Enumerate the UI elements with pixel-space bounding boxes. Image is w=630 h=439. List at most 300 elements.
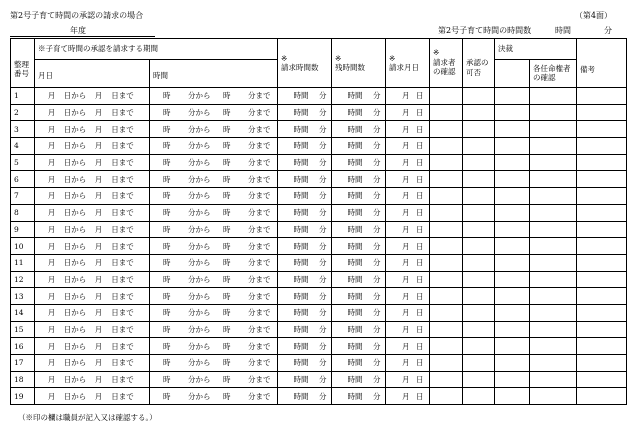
minutes-text: 分 (373, 291, 381, 301)
remaining-hours-cell[interactable] (332, 204, 386, 221)
serial-cell (11, 204, 35, 221)
time-cell[interactable] (150, 88, 278, 105)
time-cell[interactable] (150, 138, 278, 155)
requested-hours-cell[interactable] (278, 221, 332, 238)
appointer-confirm-cell[interactable] (530, 154, 577, 171)
decision-blank-cell[interactable] (495, 104, 530, 121)
requester-confirm-cell[interactable] (430, 104, 463, 121)
month-text: 月 (47, 391, 56, 401)
remaining-hours-cell[interactable] (332, 121, 386, 138)
minutes-text: 分 (319, 391, 327, 401)
remaining-hours-cell[interactable] (332, 238, 386, 255)
serial-cell (11, 171, 35, 188)
month-day-cell[interactable] (35, 204, 150, 221)
request-date-mark: ※ (389, 53, 396, 63)
request-date-cell[interactable] (386, 154, 430, 171)
month-text: 月 (47, 208, 56, 218)
day-text: 日 (416, 141, 424, 151)
decision-blank-cell[interactable] (495, 355, 530, 372)
month-text: 月 (94, 108, 103, 118)
request-table (10, 38, 627, 405)
minutes-text: 分 (319, 141, 327, 151)
requested-hours-cell[interactable] (278, 271, 332, 288)
minutes-text: 分 (373, 208, 381, 218)
table-row (11, 154, 627, 171)
decision-blank-cell[interactable] (495, 138, 530, 155)
minute-to-text: 分まで (248, 91, 271, 101)
requested-hours-cell[interactable] (278, 321, 332, 338)
remarks-cell[interactable] (577, 88, 627, 105)
time-cell[interactable] (150, 355, 278, 372)
hour-text: 時 (223, 91, 231, 101)
hour-text: 時 (163, 258, 171, 268)
hours-text: 時間 (293, 341, 309, 351)
decision-blank-cell[interactable] (495, 204, 530, 221)
approval-text: 承認の可否 (466, 58, 489, 77)
minute-from-text: 分から (188, 141, 211, 151)
serial-number: 14 (14, 308, 24, 318)
approval-cell[interactable] (463, 338, 495, 355)
month-day-cell[interactable] (35, 138, 150, 155)
request-date-cell[interactable] (386, 138, 430, 155)
month-text: 月 (402, 108, 410, 118)
approval-cell[interactable] (463, 188, 495, 205)
request-date-cell[interactable] (386, 321, 430, 338)
remarks-cell[interactable] (577, 355, 627, 372)
minutes-text: 分 (373, 224, 381, 234)
request-date-cell[interactable] (386, 171, 430, 188)
time-cell[interactable] (150, 238, 278, 255)
month-day-cell[interactable] (35, 338, 150, 355)
remaining-hours-cell[interactable] (332, 154, 386, 171)
minute-from-text: 分から (188, 308, 211, 318)
day-from-text: 日から (63, 208, 87, 218)
month-day-cell[interactable] (35, 388, 150, 405)
appointer-confirm-cell[interactable] (530, 104, 577, 121)
remarks-cell[interactable] (577, 321, 627, 338)
month-text: 月 (47, 174, 56, 184)
appointer-confirm-cell[interactable] (530, 238, 577, 255)
remarks-cell[interactable] (577, 171, 627, 188)
decision-group-header (495, 39, 577, 60)
request-date-cell[interactable] (386, 338, 430, 355)
request-date-cell[interactable] (386, 238, 430, 255)
minute-from-text: 分から (188, 208, 211, 218)
decision-blank-cell[interactable] (495, 371, 530, 388)
month-text: 月 (402, 241, 410, 251)
remarks-cell[interactable] (577, 388, 627, 405)
approval-cell[interactable] (463, 371, 495, 388)
approval-cell[interactable] (463, 288, 495, 305)
minutes-text: 分 (319, 358, 327, 368)
decision-blank-cell[interactable] (495, 154, 530, 171)
minutes-text: 分 (319, 191, 327, 201)
requested-hours-cell[interactable] (278, 238, 332, 255)
time-cell[interactable] (150, 188, 278, 205)
appointer-confirm-cell[interactable] (530, 371, 577, 388)
table-row (11, 204, 627, 221)
minutes-text: 分 (373, 375, 381, 385)
serial-cell (11, 254, 35, 271)
requester-confirm-header (430, 39, 463, 88)
month-day-cell[interactable] (35, 371, 150, 388)
requested-hours-cell[interactable] (278, 188, 332, 205)
serial-number: 8 (14, 208, 19, 218)
requested-hours-cell[interactable] (278, 121, 332, 138)
requester-confirm-cell[interactable] (430, 171, 463, 188)
month-text: 月 (47, 124, 56, 134)
remaining-hours-cell[interactable] (332, 371, 386, 388)
time-header (150, 60, 278, 88)
period-group-header (35, 39, 278, 60)
remarks-cell[interactable] (577, 138, 627, 155)
hours-text: 時間 (293, 241, 309, 251)
month-day-cell[interactable] (35, 254, 150, 271)
hour-text: 時 (163, 341, 171, 351)
hour-text: 時 (163, 141, 171, 151)
minute-to-text: 分まで (248, 324, 271, 334)
requested-hours-cell[interactable] (278, 171, 332, 188)
requester-confirm-cell[interactable] (430, 338, 463, 355)
request-date-cell[interactable] (386, 304, 430, 321)
month-text: 月 (402, 291, 410, 301)
remarks-cell[interactable] (577, 288, 627, 305)
approval-cell[interactable] (463, 388, 495, 405)
day-to-text: 日まで (111, 341, 134, 351)
time-cell[interactable] (150, 171, 278, 188)
month-day-cell[interactable] (35, 271, 150, 288)
requested-hours-cell[interactable] (278, 88, 332, 105)
month-text: 月 (94, 358, 103, 368)
remarks-cell[interactable] (577, 304, 627, 321)
month-text: 月 (402, 258, 410, 268)
hour-text: 時 (223, 191, 231, 201)
approval-cell[interactable] (463, 138, 495, 155)
month-text: 月 (47, 375, 56, 385)
remaining-hours-cell[interactable] (332, 388, 386, 405)
remarks-cell[interactable] (577, 271, 627, 288)
remaining-hours-cell[interactable] (332, 288, 386, 305)
requester-confirm-cell[interactable] (430, 204, 463, 221)
remaining-hours-cell[interactable] (332, 171, 386, 188)
decision-blank-cell[interactable] (495, 88, 530, 105)
request-date-cell[interactable] (386, 104, 430, 121)
requester-confirm-cell[interactable] (430, 321, 463, 338)
hour-text: 時 (163, 208, 171, 218)
request-date-cell[interactable] (386, 271, 430, 288)
request-date-cell[interactable] (386, 221, 430, 238)
month-text: 月 (94, 308, 103, 318)
month-day-cell[interactable] (35, 355, 150, 372)
day-to-text: 日まで (111, 158, 134, 168)
appointer-confirm-cell[interactable] (530, 304, 577, 321)
appointer-confirm-cell[interactable] (530, 271, 577, 288)
decision-blank-cell[interactable] (495, 238, 530, 255)
requester-confirm-cell[interactable] (430, 138, 463, 155)
hours-text: 時間 (347, 108, 363, 118)
month-day-cell[interactable] (35, 104, 150, 121)
month-day-cell[interactable] (35, 321, 150, 338)
requester-confirm-cell[interactable] (430, 221, 463, 238)
remarks-cell[interactable] (577, 188, 627, 205)
month-text: 月 (94, 375, 103, 385)
decision-blank-cell[interactable] (495, 188, 530, 205)
month-text: 月 (94, 174, 103, 184)
hour-text: 時 (223, 358, 231, 368)
minute-from-text: 分から (188, 124, 211, 134)
minutes-text: 分 (319, 108, 327, 118)
remarks-cell[interactable] (577, 371, 627, 388)
requester-confirm-cell[interactable] (430, 121, 463, 138)
requester-confirm-cell[interactable] (430, 304, 463, 321)
time-cell[interactable] (150, 254, 278, 271)
hours-text: 時間 (293, 174, 309, 184)
month-day-cell[interactable] (35, 188, 150, 205)
approval-cell[interactable] (463, 121, 495, 138)
serial-number: 9 (14, 224, 19, 234)
remaining-hours-cell[interactable] (332, 271, 386, 288)
day-from-text: 日から (63, 274, 87, 284)
day-text: 日 (416, 224, 424, 234)
requester-confirm-cell[interactable] (430, 288, 463, 305)
time-cell[interactable] (150, 221, 278, 238)
requested-hours-cell[interactable] (278, 138, 332, 155)
request-date-cell[interactable] (386, 355, 430, 372)
hours-text: 時間 (293, 324, 309, 334)
day-to-text: 日まで (111, 324, 134, 334)
month-text: 月 (402, 191, 410, 201)
requested-hours-cell[interactable] (278, 338, 332, 355)
appointer-confirm-cell[interactable] (530, 388, 577, 405)
month-day-cell[interactable] (35, 288, 150, 305)
time-cell[interactable] (150, 121, 278, 138)
approval-cell[interactable] (463, 154, 495, 171)
approval-cell[interactable] (463, 321, 495, 338)
appointer-confirm-cell[interactable] (530, 121, 577, 138)
appointer-confirm-cell[interactable] (530, 221, 577, 238)
hours-text: 時間 (347, 208, 363, 218)
approval-cell[interactable] (463, 88, 495, 105)
hour-text: 時 (223, 124, 231, 134)
day-to-text: 日まで (111, 375, 134, 385)
remaining-hours-cell[interactable] (332, 254, 386, 271)
remaining-hours-cell[interactable] (332, 88, 386, 105)
minutes-text: 分 (373, 391, 381, 401)
serial-number: 11 (14, 258, 24, 268)
request-date-cell[interactable] (386, 388, 430, 405)
decision-blank-header (495, 60, 530, 88)
serial-cell (11, 371, 35, 388)
request-date-cell[interactable] (386, 371, 430, 388)
remarks-cell[interactable] (577, 338, 627, 355)
time-cell[interactable] (150, 371, 278, 388)
month-day-text: 月日 (38, 70, 53, 80)
decision-blank-cell[interactable] (495, 304, 530, 321)
appointer-confirm-cell[interactable] (530, 321, 577, 338)
requested-hours-cell[interactable] (278, 104, 332, 121)
serial-number: 4 (14, 141, 19, 151)
decision-blank-cell[interactable] (495, 288, 530, 305)
requested-hours-cell[interactable] (278, 288, 332, 305)
time-cell[interactable] (150, 338, 278, 355)
remaining-hours-cell[interactable] (332, 104, 386, 121)
minute-to-text: 分まで (248, 174, 271, 184)
table-row (11, 121, 627, 138)
approval-cell[interactable] (463, 254, 495, 271)
time-cell[interactable] (150, 304, 278, 321)
approval-cell[interactable] (463, 271, 495, 288)
request-date-cell[interactable] (386, 88, 430, 105)
requested-hours-cell[interactable] (278, 388, 332, 405)
minute-to-text: 分まで (248, 191, 271, 201)
time-cell[interactable] (150, 104, 278, 121)
hours-text: 時間 (347, 308, 363, 318)
hours-text: 時間 (293, 208, 309, 218)
requester-confirm-cell[interactable] (430, 271, 463, 288)
month-text: 月 (94, 324, 103, 334)
requester-confirm-cell[interactable] (430, 254, 463, 271)
minute-to-text: 分まで (248, 291, 271, 301)
requested-hours-cell[interactable] (278, 355, 332, 372)
decision-blank-cell[interactable] (495, 388, 530, 405)
month-day-cell[interactable] (35, 238, 150, 255)
appointer-confirm-cell[interactable] (530, 288, 577, 305)
request-date-cell[interactable] (386, 204, 430, 221)
appointer-confirm-cell[interactable] (530, 188, 577, 205)
month-text: 月 (402, 224, 410, 234)
serial-cell (11, 271, 35, 288)
remarks-cell[interactable] (577, 238, 627, 255)
time-cell[interactable] (150, 271, 278, 288)
time-cell[interactable] (150, 204, 278, 221)
month-day-cell[interactable] (35, 221, 150, 238)
day-from-text: 日から (63, 391, 87, 401)
requested-hours-header (278, 39, 332, 88)
month-day-cell[interactable] (35, 154, 150, 171)
remaining-hours-cell[interactable] (332, 138, 386, 155)
table-row (11, 371, 627, 388)
decision-blank-cell[interactable] (495, 121, 530, 138)
remarks-cell[interactable] (577, 204, 627, 221)
total-hours-label: 第2号子育て時間の時間数 (438, 26, 532, 35)
minutes-text: 分 (319, 208, 327, 218)
requester-confirm-cell[interactable] (430, 188, 463, 205)
appointer-confirm-cell[interactable] (530, 254, 577, 271)
requester-confirm-cell[interactable] (430, 371, 463, 388)
approval-cell[interactable] (463, 171, 495, 188)
requester-confirm-cell[interactable] (430, 388, 463, 405)
approval-cell[interactable] (463, 221, 495, 238)
minute-from-text: 分から (188, 91, 211, 101)
day-to-text: 日まで (111, 241, 134, 251)
approval-cell[interactable] (463, 304, 495, 321)
appointer-confirm-cell[interactable] (530, 171, 577, 188)
decision-blank-cell[interactable] (495, 321, 530, 338)
approval-cell[interactable] (463, 238, 495, 255)
requested-hours-cell[interactable] (278, 371, 332, 388)
hours-text: 時間 (347, 91, 363, 101)
time-cell[interactable] (150, 388, 278, 405)
requester-confirm-cell[interactable] (430, 154, 463, 171)
time-cell[interactable] (150, 288, 278, 305)
month-day-cell[interactable] (35, 88, 150, 105)
day-to-text: 日まで (111, 308, 134, 318)
time-cell[interactable] (150, 321, 278, 338)
request-date-cell[interactable] (386, 121, 430, 138)
remarks-cell[interactable] (577, 254, 627, 271)
month-text: 月 (94, 224, 103, 234)
appointer-confirm-cell[interactable] (530, 338, 577, 355)
approval-cell[interactable] (463, 204, 495, 221)
time-cell[interactable] (150, 154, 278, 171)
month-day-cell[interactable] (35, 171, 150, 188)
approval-cell[interactable] (463, 355, 495, 372)
decision-blank-cell[interactable] (495, 271, 530, 288)
decision-blank-cell[interactable] (495, 171, 530, 188)
decision-blank-cell[interactable] (495, 254, 530, 271)
requested-hours-mark: ※ (281, 53, 288, 63)
requested-hours-cell[interactable] (278, 304, 332, 321)
appointer-confirm-cell[interactable] (530, 138, 577, 155)
requester-confirm-cell[interactable] (430, 238, 463, 255)
hours-text: 時間 (347, 341, 363, 351)
hour-text: 時 (223, 341, 231, 351)
decision-blank-cell[interactable] (495, 221, 530, 238)
remaining-hours-cell[interactable] (332, 321, 386, 338)
request-date-cell[interactable] (386, 188, 430, 205)
serial-number: 19 (14, 391, 24, 401)
remaining-hours-cell[interactable] (332, 338, 386, 355)
day-text: 日 (416, 174, 424, 184)
remaining-hours-cell[interactable] (332, 188, 386, 205)
remarks-cell[interactable] (577, 221, 627, 238)
request-date-cell[interactable] (386, 254, 430, 271)
appointer-confirm-cell[interactable] (530, 204, 577, 221)
month-text: 月 (47, 91, 56, 101)
requested-hours-cell[interactable] (278, 254, 332, 271)
day-from-text: 日から (63, 108, 87, 118)
month-text: 月 (402, 174, 410, 184)
remaining-hours-cell[interactable] (332, 221, 386, 238)
month-day-cell[interactable] (35, 121, 150, 138)
remaining-hours-cell[interactable] (332, 304, 386, 321)
minute-to-text: 分まで (248, 375, 271, 385)
day-text: 日 (416, 274, 424, 284)
appointer-confirm-cell[interactable] (530, 355, 577, 372)
requested-hours-cell[interactable] (278, 154, 332, 171)
day-from-text: 日から (63, 358, 87, 368)
requested-hours-cell[interactable] (278, 204, 332, 221)
appointer-confirm-cell[interactable] (530, 88, 577, 105)
approval-cell[interactable] (463, 104, 495, 121)
remaining-hours-cell[interactable] (332, 355, 386, 372)
day-text: 日 (416, 191, 424, 201)
request-date-cell[interactable] (386, 288, 430, 305)
remarks-cell[interactable] (577, 104, 627, 121)
table-row (11, 188, 627, 205)
hours-text: 時間 (293, 274, 309, 284)
day-text: 日 (416, 375, 424, 385)
requester-confirm-cell[interactable] (430, 88, 463, 105)
minute-to-text: 分まで (248, 308, 271, 318)
remarks-cell[interactable] (577, 154, 627, 171)
decision-blank-cell[interactable] (495, 338, 530, 355)
month-day-cell[interactable] (35, 304, 150, 321)
minute-to-text: 分まで (248, 208, 271, 218)
requester-confirm-cell[interactable] (430, 355, 463, 372)
remarks-cell[interactable] (577, 121, 627, 138)
hours-text: 時間 (347, 291, 363, 301)
